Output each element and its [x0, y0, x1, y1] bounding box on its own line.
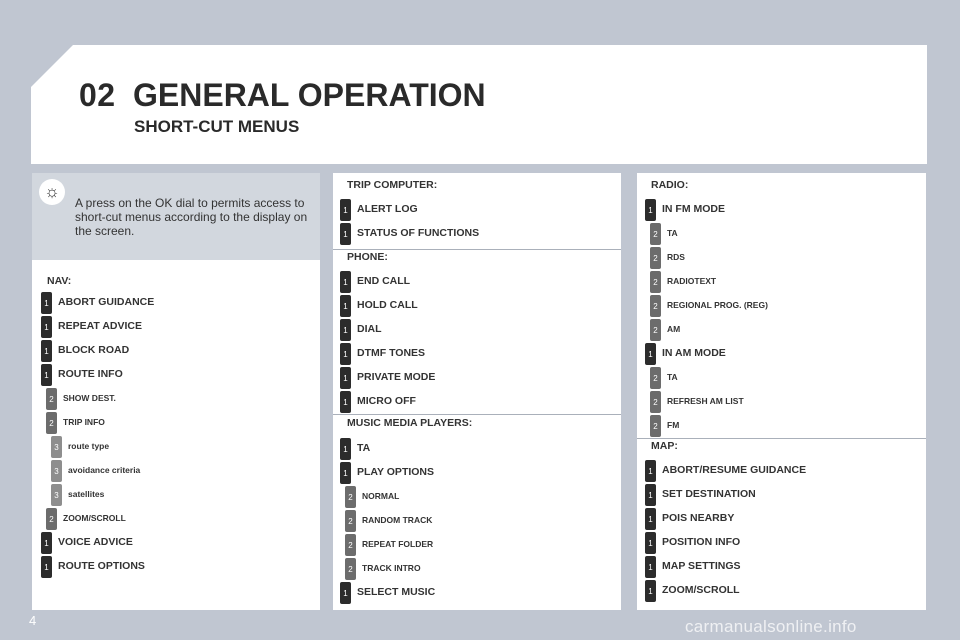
level-badge: 2 [650, 271, 661, 293]
menu-item: route type [68, 441, 110, 451]
menu-item: REFRESH AM LIST [667, 396, 744, 406]
level-badge: 1 [340, 582, 351, 604]
level-badge: 2 [650, 247, 661, 269]
watermark: carmanualsonline.info [685, 617, 857, 636]
level-badge: 2 [345, 486, 356, 508]
menu-item: satellites [68, 489, 105, 499]
level-badge: 1 [645, 532, 656, 554]
level-badge: 1 [645, 508, 656, 530]
menu-item: NORMAL [362, 491, 400, 501]
level-badge: 1 [340, 462, 351, 484]
level-badge: 2 [650, 319, 661, 341]
level-badge: 1 [340, 367, 351, 389]
menu-item: PRIVATE MODE [357, 371, 436, 383]
level-badge: 3 [51, 460, 62, 482]
menu-item: REPEAT ADVICE [58, 320, 143, 332]
page-subtitle: SHORT-CUT MENUS [134, 117, 300, 136]
menu-item: REPEAT FOLDER [362, 539, 434, 549]
menu-item: AM [667, 324, 681, 334]
level-badge: 2 [345, 534, 356, 556]
level-badge: 2 [46, 388, 57, 410]
level-badge: 1 [645, 580, 656, 602]
menu-item: HOLD CALL [357, 299, 418, 311]
level-badge: 3 [51, 484, 62, 506]
divider [637, 438, 926, 439]
menu-item: ABORT GUIDANCE [58, 296, 155, 308]
chapter-number: 02 [79, 77, 116, 113]
menu-item: MICRO OFF [357, 395, 416, 407]
page-title: GENERAL OPERATION [133, 77, 486, 113]
level-badge: 1 [645, 460, 656, 482]
menu-item: avoidance criteria [68, 465, 141, 475]
menu-item: TRIP INFO [63, 417, 105, 427]
menu-item: ZOOM/SCROLL [662, 584, 740, 596]
level-badge: 2 [46, 412, 57, 434]
page-number: 4 [29, 613, 37, 628]
map-heading: MAP: [651, 440, 678, 452]
divider [333, 414, 621, 415]
level-badge: 2 [46, 508, 57, 530]
menu-item: ROUTE OPTIONS [58, 560, 145, 572]
level-badge: 2 [650, 391, 661, 413]
menu-item: IN AM MODE [662, 347, 726, 359]
menu-item: RADIOTEXT [667, 276, 717, 286]
level-badge: 1 [41, 532, 52, 554]
menu-item: END CALL [357, 275, 411, 287]
level-badge: 2 [345, 558, 356, 580]
level-badge: 2 [345, 510, 356, 532]
level-badge: 1 [41, 316, 52, 338]
level-badge: 3 [51, 436, 62, 458]
level-badge: 1 [41, 364, 52, 386]
level-badge: 2 [650, 223, 661, 245]
menu-item: ROUTE INFO [58, 368, 123, 380]
music-heading: MUSIC MEDIA PLAYERS: [347, 417, 473, 429]
level-badge: 2 [650, 295, 661, 317]
menu-item: ABORT/RESUME GUIDANCE [662, 464, 807, 476]
info-text: A press on the OK dial to permits access to short-cut menus according to the display on the screen. [75, 196, 308, 238]
level-badge: 1 [645, 199, 656, 221]
menu-item: MAP SETTINGS [662, 560, 741, 572]
level-badge: 1 [340, 199, 351, 221]
menu-item: ZOOM/SCROLL [63, 513, 126, 523]
trip-heading: TRIP COMPUTER: [347, 179, 438, 191]
divider [333, 249, 621, 250]
menu-item: TRACK INTRO [362, 563, 421, 573]
menu-item: POSITION INFO [662, 536, 741, 548]
level-badge: 2 [650, 367, 661, 389]
menu-item: RDS [667, 252, 685, 262]
menu-item: POIS NEARBY [662, 512, 735, 524]
phone-heading: PHONE: [347, 251, 388, 263]
level-badge: 1 [645, 556, 656, 578]
menu-item: BLOCK ROAD [58, 344, 130, 356]
level-badge: 1 [340, 223, 351, 245]
menu-item: DIAL [357, 323, 382, 335]
menu-item: TA [667, 372, 678, 382]
menu-item: DTMF TONES [357, 347, 426, 359]
menu-item: TA [667, 228, 678, 238]
level-badge: 1 [645, 343, 656, 365]
level-badge: 1 [41, 292, 52, 314]
level-badge: 1 [340, 438, 351, 460]
menu-item: SHOW DEST. [63, 393, 116, 403]
level-badge: 1 [645, 484, 656, 506]
menu-item: REGIONAL PROG. (REG) [667, 300, 768, 310]
menu-item: SELECT MUSIC [357, 586, 436, 598]
level-badge: 1 [340, 295, 351, 317]
menu-item: RANDOM TRACK [362, 515, 433, 525]
menu-item: IN FM MODE [662, 203, 725, 215]
level-badge: 1 [340, 271, 351, 293]
menu-item: SET DESTINATION [662, 488, 756, 500]
radio-heading: RADIO: [651, 179, 689, 191]
menu-item: PLAY OPTIONS [357, 466, 435, 478]
level-badge: 1 [41, 340, 52, 362]
level-badge: 1 [340, 391, 351, 413]
level-badge: 1 [340, 343, 351, 365]
level-badge: 1 [340, 319, 351, 341]
menu-item: FM [667, 420, 680, 430]
menu-item: VOICE ADVICE [58, 536, 133, 548]
level-badge: 2 [650, 415, 661, 437]
menu-item: TA [357, 442, 371, 454]
sun-icon: ☼ [39, 179, 65, 205]
level-badge: 1 [41, 556, 52, 578]
menu-item: ALERT LOG [357, 203, 418, 215]
menu-item: STATUS OF FUNCTIONS [357, 227, 480, 239]
nav-heading: NAV: [47, 275, 72, 287]
